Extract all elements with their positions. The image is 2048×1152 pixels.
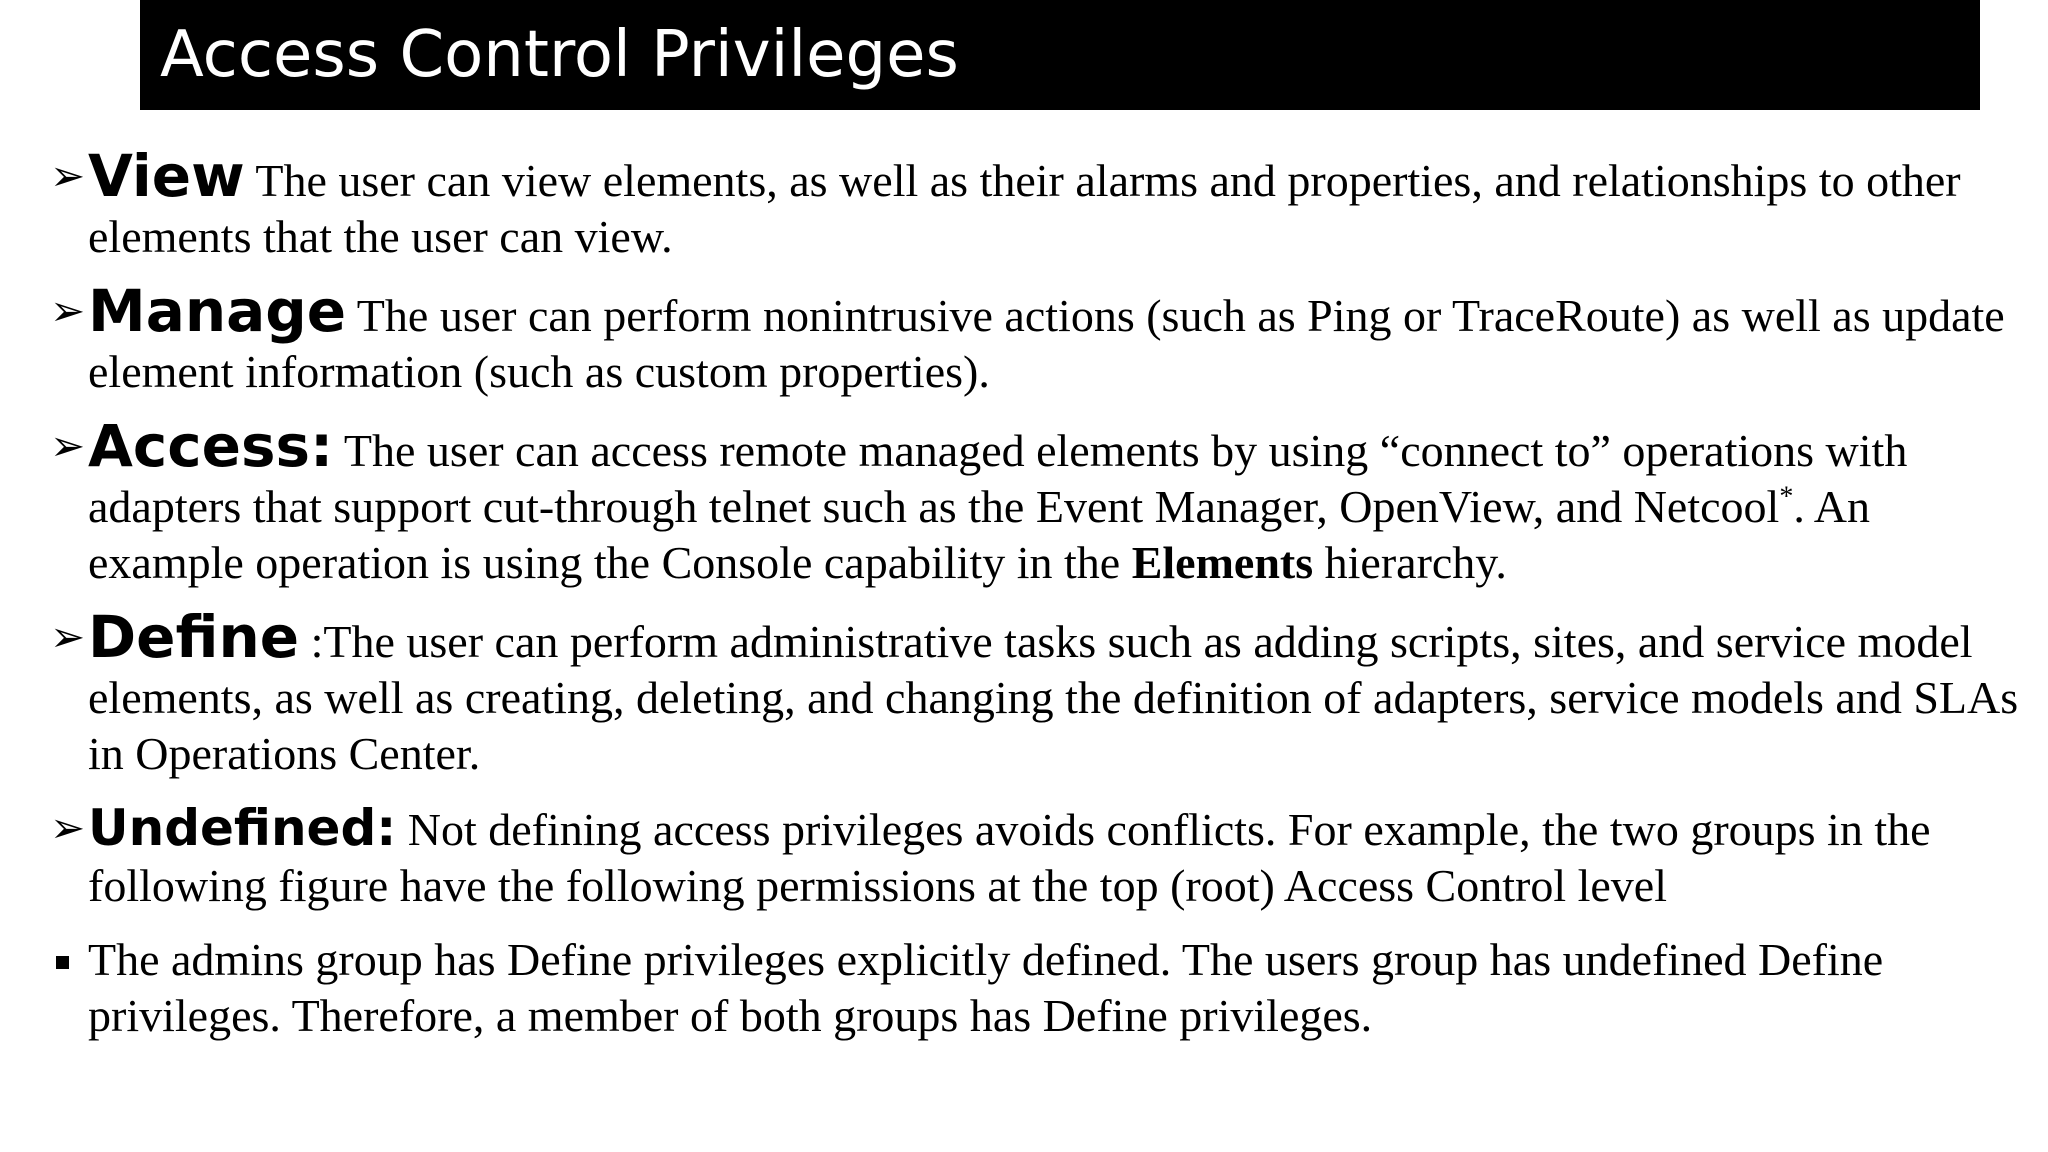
- term-view: View: [88, 142, 245, 210]
- description-undefined: Not defining access privileges avoids conflicts. For example, the two groups in the following figure have the following permissions at the top (root) Access Control level: [88, 804, 1931, 911]
- description-manage: The user can perform nonintrusive actions (such as Ping or TraceRoute) as well as update element information (such as custom properties).: [88, 290, 2005, 397]
- slide-title: Access Control Privileges: [160, 18, 959, 92]
- term-define: Define: [88, 603, 300, 671]
- description-define: :The user can perform administrative tasks such as adding scripts, sites, and service model elements, as well as creating, deleting, and changing the definition of adapters, service models and SLAs in Operations Center.: [88, 616, 2019, 779]
- term-undefined: Undefined:: [88, 799, 397, 857]
- list-item-view: [50, 142, 2028, 265]
- footnote-marker: *: [1779, 481, 1794, 513]
- arrow-bullet-icon: ➢: [50, 612, 86, 661]
- description-view: The user can view elements, as well as their alarms and properties, and relationships to other elements that the user can view.: [88, 155, 1961, 262]
- bullet-list: [50, 142, 2028, 1062]
- description-access-part1: The user can access remote managed elements by using “connect to” operations with adapters that support cut-through telnet such as the Event Manager, OpenView, and Netcool: [88, 425, 1908, 532]
- term-manage: Manage: [88, 277, 347, 345]
- list-item-define: [50, 603, 2028, 782]
- square-bullet-icon: [56, 956, 69, 969]
- arrow-bullet-icon: ➢: [50, 286, 86, 335]
- term-access: Access:: [88, 412, 334, 480]
- arrow-bullet-icon: ➢: [50, 421, 86, 470]
- elements-bold-term: Elements: [1131, 537, 1314, 588]
- title-bar: [140, 0, 1980, 110]
- description-access-part2: . An example operation is using the Console capability in the: [88, 481, 1871, 588]
- list-item-undefined: [50, 800, 2028, 914]
- sub-bullet-item: [50, 932, 2028, 1044]
- arrow-bullet-icon: ➢: [50, 803, 86, 852]
- sub-bullet-text: The admins group has Define privileges explicitly defined. The users group has undefined Define privileges. Therefore, a member of both groups has Define privileges.: [88, 934, 1884, 1041]
- arrow-bullet-icon: ➢: [50, 151, 86, 200]
- list-item-manage: [50, 277, 2028, 400]
- description-access-part3: hierarchy.: [1313, 537, 1507, 588]
- list-item-access: [50, 412, 2028, 591]
